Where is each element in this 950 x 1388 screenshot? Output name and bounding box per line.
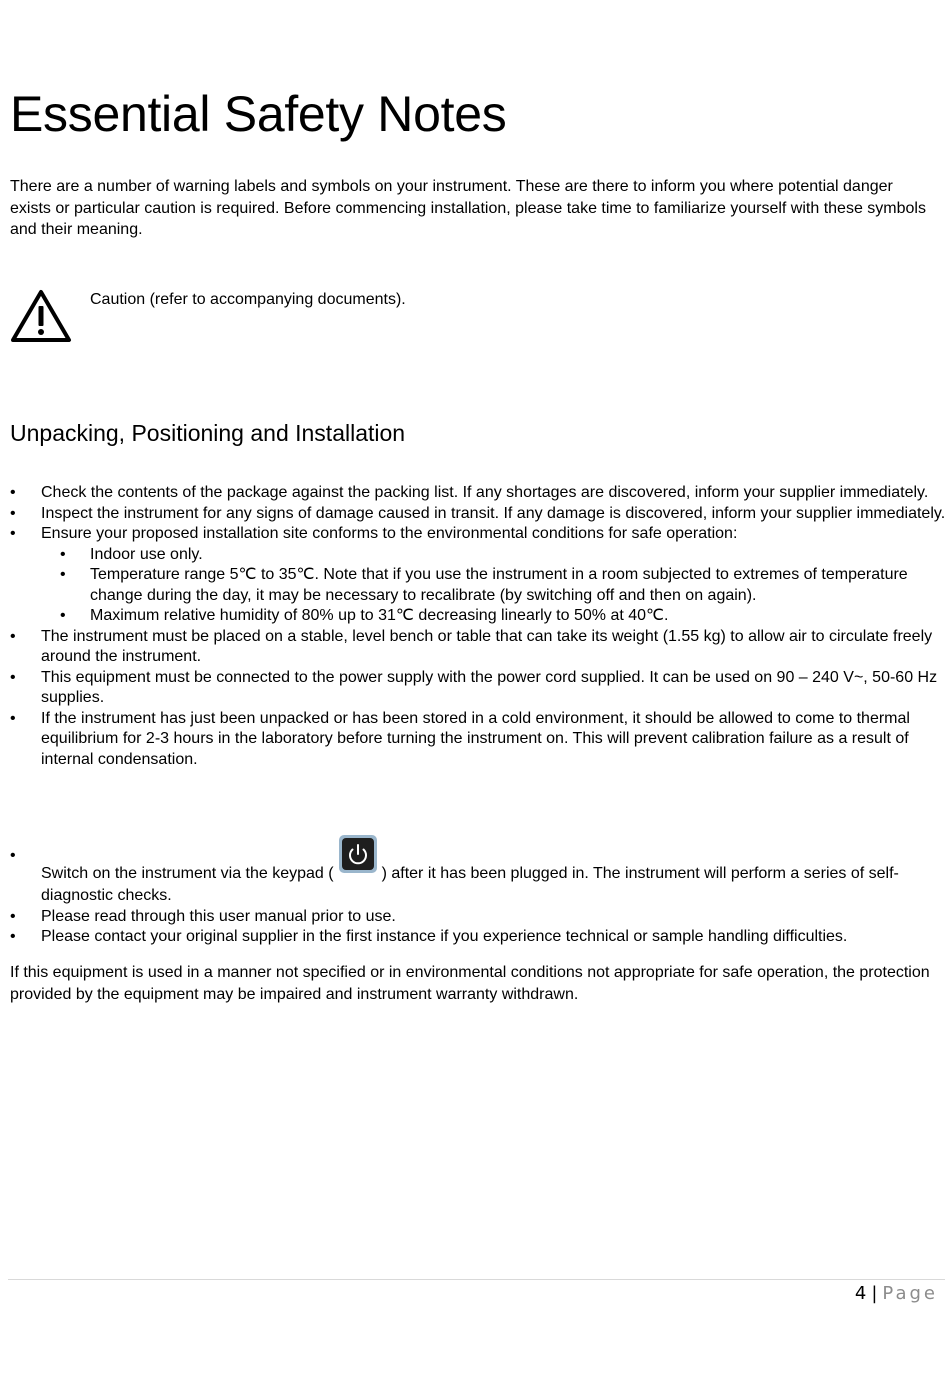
bullet-icon: •: [60, 607, 66, 624]
intro-paragraph: There are a number of warning labels and symbols on your instrument. These are there to inform you where potential danger exists or particular caution is required. Before commencing installation, please take time to familiarize yourself with these symbols and their meaning.: [10, 178, 926, 238]
bullet-icon: •: [60, 566, 66, 583]
section-title: Unpacking, Positioning and Installation: [10, 420, 406, 446]
bullet-icon: •: [10, 668, 16, 686]
bullet-icon: •: [10, 847, 16, 864]
footer-separator: |: [871, 1283, 878, 1304]
warning-triangle-icon: [10, 288, 72, 344]
startup-list: [0, 824, 950, 948]
list-item: • Ensure your proposed installation site conforms to the environmental conditions for safe operation: • Indoor use only. • Temperature range 5℃ to 35℃. Note that if you use the instrument in a room subjected to extremes of temperature change during the day, it may be necessary to recalibrate (by switching off and then on again). • Maximum relative humidity of 80% up to 31℃ decreasing linearly to 50% at 40℃.: [0, 524, 946, 627]
footer-divider: [8, 1279, 945, 1280]
closing-paragraph: If this equipment is used in a manner not specified or in environmental conditions not appropriate for safe operation, the protection provided by the equipment may be impaired and instrument warranty withdrawn.: [10, 964, 930, 1003]
bullet-icon: •: [10, 709, 16, 727]
list-item: • Please read through this user manual prior to use.: [0, 907, 946, 928]
list-item: • The instrument must be placed on a stable, level bench or table that can take its weight (1.55 kg) to allow air to circulate freely around the instrument.: [10, 627, 933, 665]
list-item: • Please contact your original supplier in the first instance if you experience technical or sample handling difficulties.: [0, 927, 946, 948]
caution-text: Caution (refer to accompanying documents).: [90, 291, 406, 308]
bullet-icon: •: [10, 525, 16, 542]
page-label: Page: [882, 1283, 938, 1304]
list-item: • This equipment must be connected to the power supply with the power cord supplied. It can be used on 90 – 240 V~, 50-60 Hz supplies.: [10, 668, 938, 706]
bullet-icon: •: [60, 545, 66, 563]
sub-list-item: • Indoor use only.: [41, 545, 910, 566]
bullet-icon: •: [10, 928, 16, 945]
sub-list-item: • Maximum relative humidity of 80% up to 31℃ decreasing linearly to 50% at 40℃.: [41, 606, 910, 627]
list-item: • Check the contents of the package against the packing list. If any shortages are discovered, inform your supplier immediately.: [0, 483, 946, 504]
sub-list-item: • Temperature range 5℃ to 35℃. Note that if you use the instrument in a room subjected to extremes of temperature change during the day, it may be necessary to recalibrate (by switching off and then on again).: [60, 566, 908, 604]
environment-conditions-list: [41, 545, 946, 627]
bullet-icon: •: [10, 907, 16, 925]
bullet-icon: •: [10, 627, 16, 645]
page-title: Essential Safety Notes: [10, 86, 507, 142]
list-item: • Switch on the instrument via the keypad ( ) after it has been plugged in. The instrument will perform a series of self-diagnostic checks.: [0, 824, 946, 907]
page-footer: [855, 1283, 938, 1304]
list-item: • If the instrument has just been unpacked or has been stored in a cold environment, it should be allowed to come to thermal equilibrium for 2-3 hours in the laboratory before turning the instrument on. This will prevent calibration failure as a result of internal condensation.: [10, 709, 910, 768]
installation-list: [0, 483, 950, 770]
power-button-icon: [338, 834, 378, 874]
bullet-icon: •: [10, 484, 16, 501]
list-item: • Inspect the instrument for any signs of damage caused in transit. If any damage is discovered, inform your supplier immediately.: [0, 504, 946, 525]
bullet-icon: •: [10, 504, 16, 522]
page-number: 4: [854, 1283, 867, 1304]
